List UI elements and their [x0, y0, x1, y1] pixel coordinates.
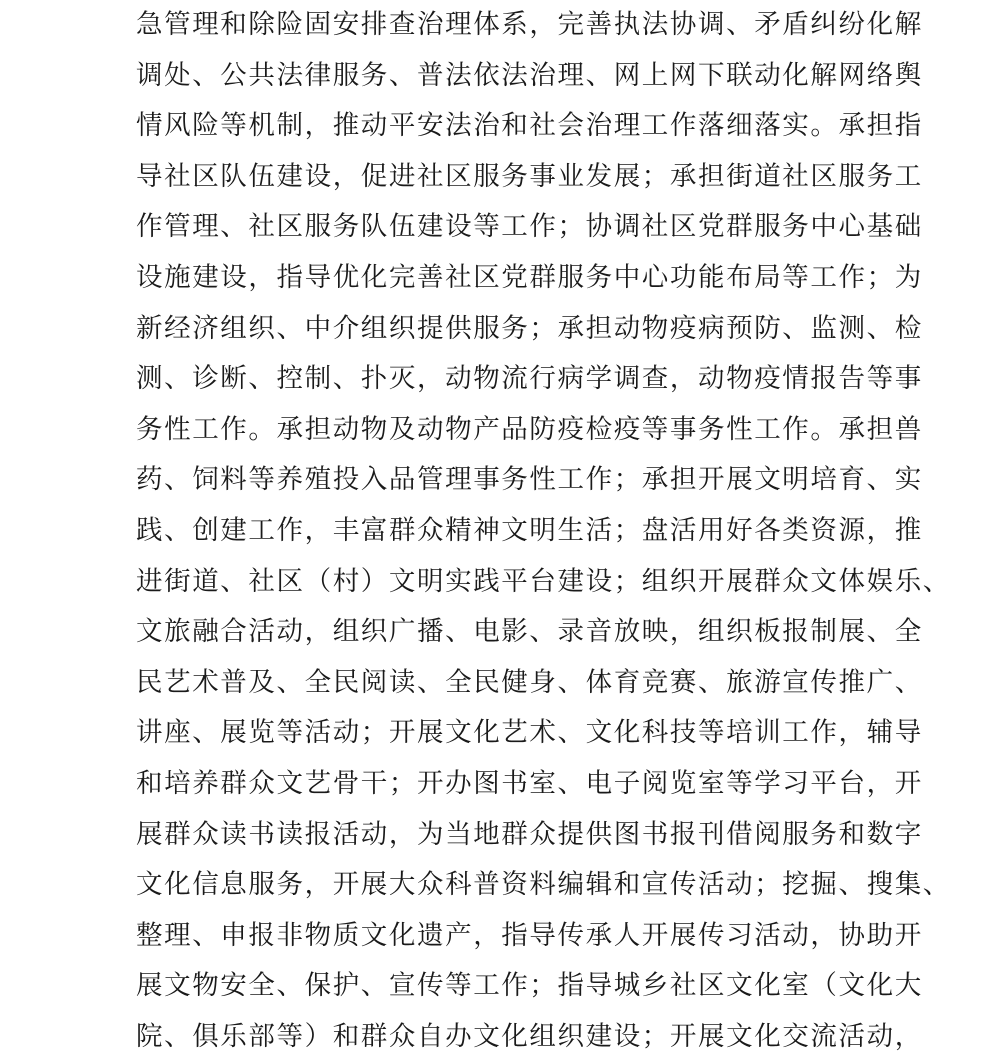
text-line: 急管理和除险固安排查治理体系，完善执法协调、矛盾纠纷化解 — [136, 9, 923, 40]
text-line: 情风险等机制，推动平安法治和社会治理工作落细落实。承担指 — [136, 110, 923, 142]
text-line: 践、创建工作，丰富群众精神文明生活；盘活用好各类资源，推 — [136, 514, 923, 546]
text-line: 调处、公共法律服务、普法依法治理、网上网下联动化解网络舆 — [136, 59, 923, 91]
text-line: 设施建设，指导优化完善社区党群服务中心功能布局等工作；为 — [136, 261, 923, 293]
text-line: 新经济组织、中介组织提供服务；承担动物疫病预防、监测、检 — [136, 312, 923, 344]
text-line: 导社区队伍建设，促进社区服务事业发展；承担街道社区服务工 — [136, 160, 923, 192]
text-line: 整理、申报非物质文化遗产，指导传承人开展传习活动，协助开 — [136, 919, 923, 951]
text-line: 务性工作。承担动物及动物产品防疫检疫等事务性工作。承担兽 — [136, 413, 923, 445]
text-line: 文旅融合活动，组织广播、电影、录音放映，组织板报制展、全 — [136, 616, 923, 648]
text-line: 院、俱乐部等）和群众自办文化组织建设；开展文化交流活动， — [136, 1020, 923, 1052]
text-line: 文化信息服务，开展大众科普资料编辑和宣传活动；挖掘、搜集、 — [136, 869, 951, 901]
body-text — [136, 0, 951, 1062]
text-line: 展群众读书读报活动，为当地群众提供图书报刊借阅服务和数字 — [136, 818, 923, 850]
text-line: 展文物安全、保护、宣传等工作；指导城乡社区文化室（文化大 — [136, 970, 923, 1002]
text-line: 讲座、展览等活动；开展文化艺术、文化科技等培训工作，辅导 — [136, 717, 923, 749]
text-line: 进街道、社区（村）文明实践平台建设；组织开展群众文体娱乐、 — [136, 565, 951, 597]
text-line: 作管理、社区服务队伍建设等工作；协调社区党群服务中心基础 — [136, 211, 923, 243]
text-line: 民艺术普及、全民阅读、全民健身、体育竞赛、旅游宣传推广、 — [136, 666, 923, 698]
text-line: 测、诊断、控制、扑灭，动物流行病学调查，动物疫情报告等事 — [136, 363, 923, 395]
text-line: 和培养群众文艺骨干；开办图书室、电子阅览室等学习平台，开 — [136, 767, 923, 799]
text-line: 药、饲料等养殖投入品管理事务性工作；承担开展文明培育、实 — [136, 464, 923, 496]
